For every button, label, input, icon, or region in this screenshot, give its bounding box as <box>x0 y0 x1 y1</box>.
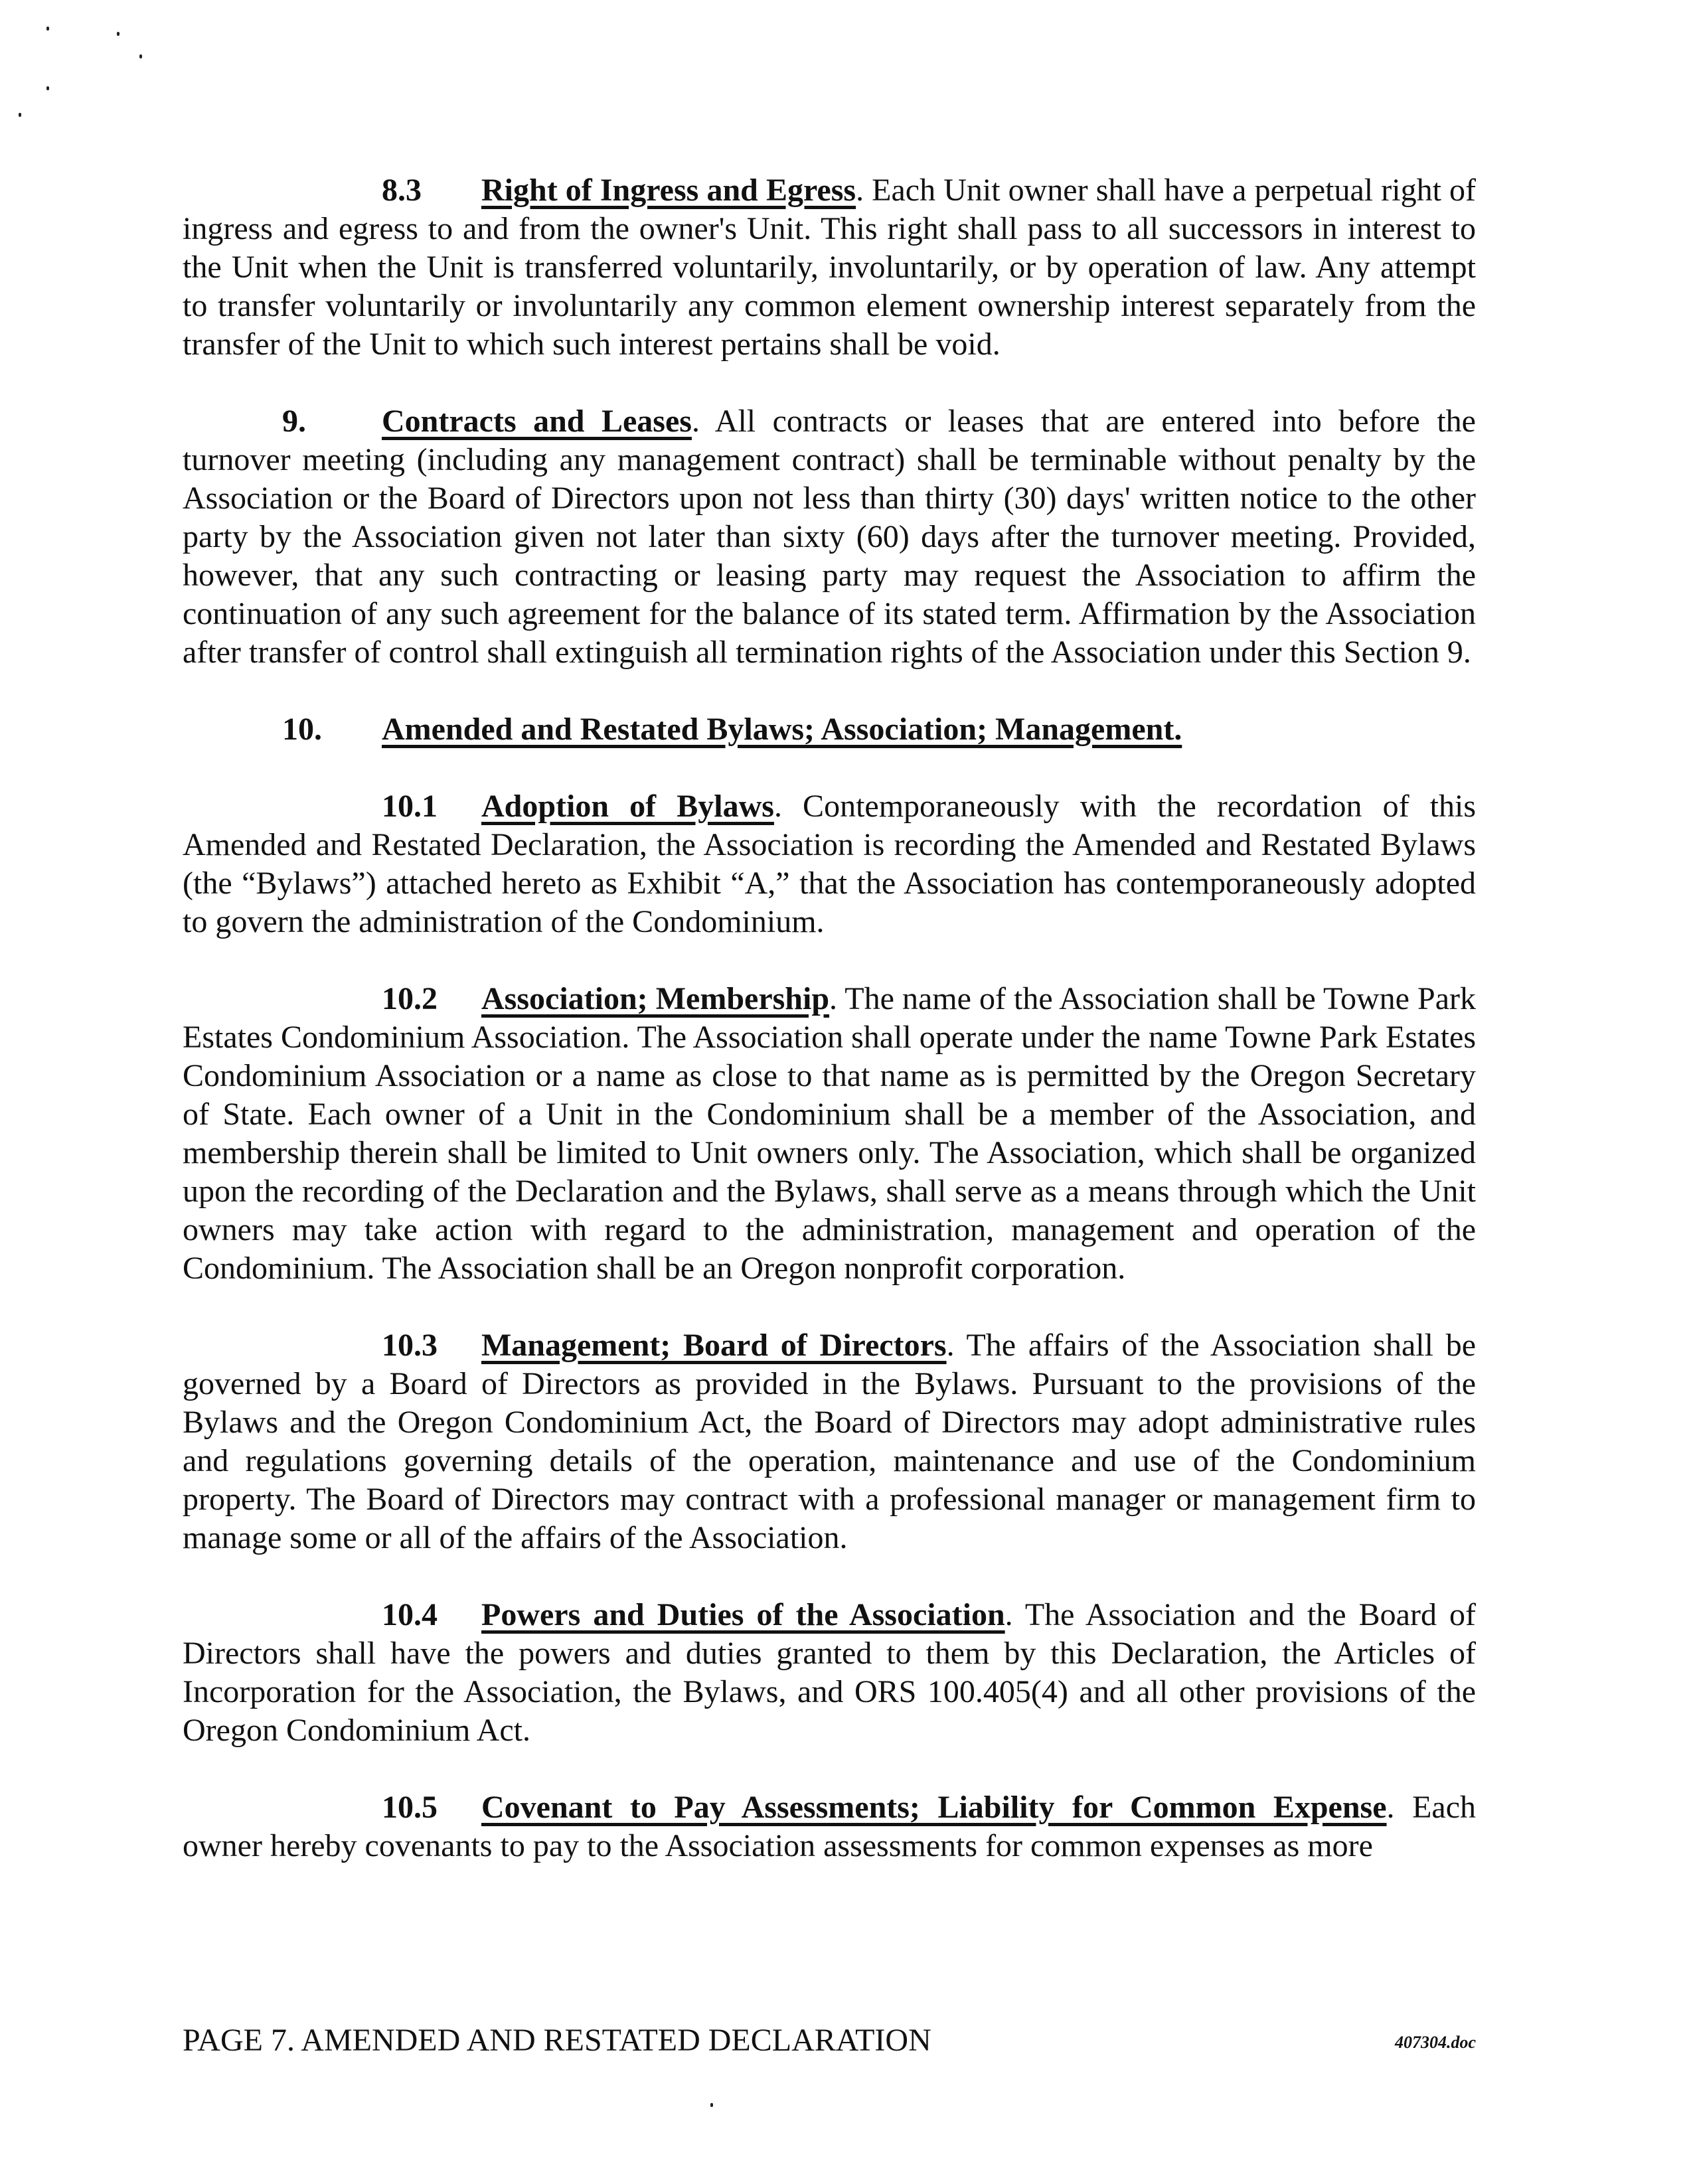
section-number: 8.3 <box>382 173 422 208</box>
section-9 <box>183 402 1476 672</box>
section-number: 9. <box>282 404 306 439</box>
section-10-2 <box>183 980 1476 1288</box>
section-10-1 <box>183 787 1476 941</box>
section-body: . All contracts or leases that are entered into before the turnover meeting (including any management contract) shall be terminable without penalty by the Association or the Board of Directors upon not less than thirty (30) days' written notice to the other party by the Association given not later than sixty (60) days after the turnover meeting. Provided, however, that any such contracting or leasing party may request the Association to affirm the continuation of any such agreement for the balance of its stated term. Affirmation by the Association after transfer of control shall extinguish all termination rights of the Association under this Section 9. <box>183 404 1476 670</box>
scan-speck <box>117 32 120 36</box>
section-heading: Powers and Duties of the Association <box>481 1597 1005 1632</box>
footer-file-name: 407304.doc <box>1394 2033 1476 2052</box>
section-number: 10.1 <box>382 789 438 824</box>
section-heading: Contracts and Leases <box>382 404 692 439</box>
section-heading: Right of Ingress and Egress <box>481 173 856 208</box>
section-body: . The name of the Association shall be Towne Park Estates Condominium Association. The Association shall operate under the name Towne Park Estates Condominium Association or a name as close to that name as is permitted by the Oregon Secretary of State. Each owner of a Unit in the Condominium shall be a member of the Association, and membership therein shall be limited to Unit owners only. The Association, which shall be organized upon the recording of the Declaration and the Bylaws, shall serve as a means through which the Unit owners may take action with regard to the administration, management and operation of the Condominium. The Association shall be an Oregon nonprofit corporation. <box>183 981 1477 1286</box>
scan-speck <box>46 86 49 90</box>
section-heading: Amended and Restated Bylaws; Association; Management. <box>382 712 1182 747</box>
section-heading: Adoption of Bylaws <box>481 789 774 824</box>
section-heading: Association; Membership <box>481 981 830 1016</box>
section-8-3 <box>183 171 1476 364</box>
section-number: 10.4 <box>382 1597 438 1632</box>
scan-speck <box>139 54 142 58</box>
scan-speck <box>46 27 49 31</box>
footer-page-label: PAGE 7. AMENDED AND RESTATED DECLARATION <box>183 2023 931 2058</box>
section-10-3 <box>183 1326 1476 1557</box>
page-footer <box>183 2022 1476 2062</box>
section-number: 10.5 <box>382 1790 438 1825</box>
section-body: . The Association and the Board of Directors shall have the powers and duties granted to them by this Declaration, the Articles of Incorporation for the Association, the Bylaws, and ORS 100.405(4) and all other provisions of the Oregon Condominium Act. <box>183 1597 1476 1748</box>
section-body: . Contemporaneously with the recordation of this Amended and Restated Declaration, the Association is recording the Amended and Restated Bylaws (the “Bylaws”) attached hereto as Exhibit “A,” that the Association has contemporaneously adopted to govern the administration of the Condominium. <box>183 789 1477 939</box>
document-page <box>183 171 1476 1865</box>
section-10-heading <box>183 710 1476 749</box>
section-number: 10. <box>282 712 322 747</box>
section-body: . The affairs of the Association shall be governed by a Board of Directors as provided in the Bylaws. Pursuant to the provisions of the Bylaws and the Oregon Condominium Act, the Board of Directors may adopt administrative rules and regulations governing details of the operation, maintenance and use of the Condominium property. The Board of Directors may contract with a professional manager or management firm to manage some or all of the affairs of the Association. <box>183 1328 1476 1555</box>
section-heading: Management; Board of Directors <box>481 1328 947 1363</box>
scan-speck <box>710 2103 713 2107</box>
section-10-4 <box>183 1596 1476 1750</box>
section-heading: Covenant to Pay Assessments; Liability for Common Expense <box>481 1790 1387 1825</box>
scan-speck <box>19 113 21 117</box>
section-body: . Each Unit owner shall have a perpetual right of ingress and egress to and from the owner's Unit. This right shall pass to all successors in interest to the Unit when the Unit is transferred voluntarily, involuntarily, or by operation of law. Any attempt to transfer voluntarily or involuntarily any common element ownership interest separately from the transfer of the Unit to which such interest pertains shall be void. <box>183 173 1476 362</box>
section-10-5 <box>183 1788 1476 1865</box>
section-number: 10.2 <box>382 981 438 1016</box>
section-body: . Each owner hereby covenants to pay to the Association assessments for common expenses as more <box>183 1790 1476 1863</box>
section-number: 10.3 <box>382 1328 438 1363</box>
